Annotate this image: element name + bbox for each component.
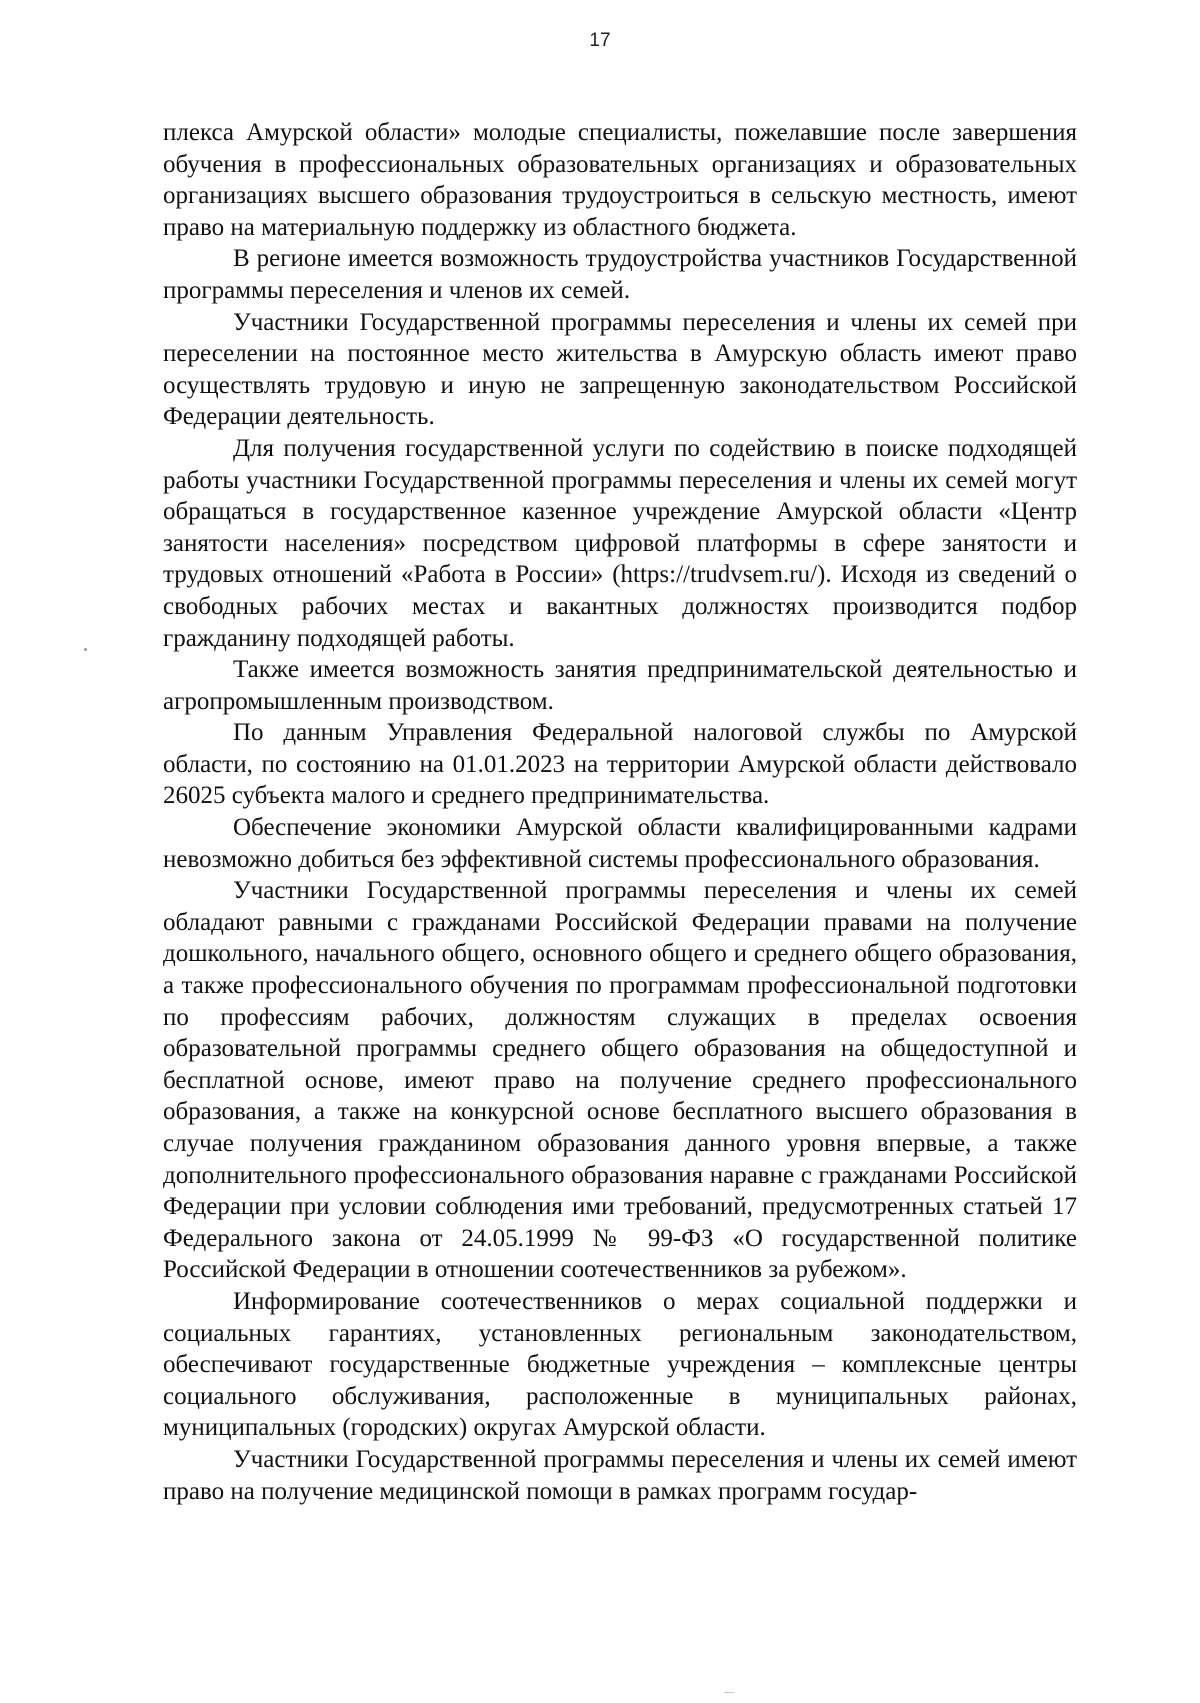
page-number: 17	[589, 30, 611, 51]
paragraph: Участники Государственной программы переселения и члены их семей при переселении на постоянное место жительства в Амурскую область имеют право осуществлять трудовую и иную не запрещенную законодательством Российской Федерации деятельность.	[163, 308, 1077, 431]
paragraph: Также имеется возможность занятия предпринимательской деятельностью и агропромышленным производством.	[163, 656, 1077, 715]
document-body	[163, 117, 1077, 1507]
paragraph-continuation: плекса Амурской области» молодые специалисты, пожелавшие после завершения обучения в профессиональных образовательных организациях и образовательных организациях высшего образования трудоустроиться в сельскую местность, имеют право на материальную поддержку из областного бюджета.	[163, 119, 1077, 241]
paragraph: Информирование соотечественников о мерах социальной поддержки и социальных гарантиях, установленных региональным законодательством, обеспечивают государственные бюджетные учреждения – комплексные центры социального обслуживания, расположенные в муниципальных районах, муниципальных (городских) округах Амурской области.	[163, 1287, 1077, 1442]
paragraph: Участники Государственной программы переселения и члены их семей имеют право на получение медицинской помощи в рамках программ государ-	[163, 1445, 1077, 1505]
paragraph: В регионе имеется возможность трудоустройства участников Государственной программы переселения и членов их семей.	[163, 245, 1077, 304]
paragraph: Участники Государственной программы переселения и члены их семей обладают равными с гражданами Российской Федерации правами на получение дошкольного, начального общего, основного общего и среднего общего образования, а также профессионального обучения по программам профессиональной подготовки по профессиям рабочих, должностям служащих в пределах освоения образовательной программы среднего общего образования на общедоступной и бесплатной основе, имеют право на получение среднего профессионального образования, а также на конкурсной основе бесплатного высшего образования в случае получения гражданином образования данного уровня впервые, а также дополнительного профессионального образования наравне с гражданами Российской Федерации при условии соблюдения ими требований, предусмотренных статьей 17 Федерального закона от 24.05.1999 № 99-ФЗ «О государственной политике Российской Федерации в отношении соотечественников за рубежом».	[163, 877, 1077, 1284]
paragraph: По данным Управления Федеральной налоговой службы по Амурской области, по состоянию на 01.01.2023 на территории Амурской области действовало 26025 субъекта малого и среднего предпринимательства.	[163, 719, 1077, 810]
paragraph: Обеспечение экономики Амурской области квалифицированными кадрами невозможно добиться без эффективной системы профессионального образования.	[163, 814, 1077, 873]
paragraph: Для получения государственной услуги по содействию в поиске подходящей работы участники Государственной программы переселения и члены их семей могут обращаться в государственное казенное учреждение Амурской области «Центр занятости населения» посредством цифровой платформы в сфере занятости и трудовых отношений «Работа в России» (https://trudvsem.ru/). Исходя из сведений о свободных рабочих местах и вакантных должностях производится подбор гражданину подходящей работы.	[163, 434, 1077, 652]
scan-speck	[84, 648, 87, 651]
scan-speck	[724, 1692, 734, 1693]
